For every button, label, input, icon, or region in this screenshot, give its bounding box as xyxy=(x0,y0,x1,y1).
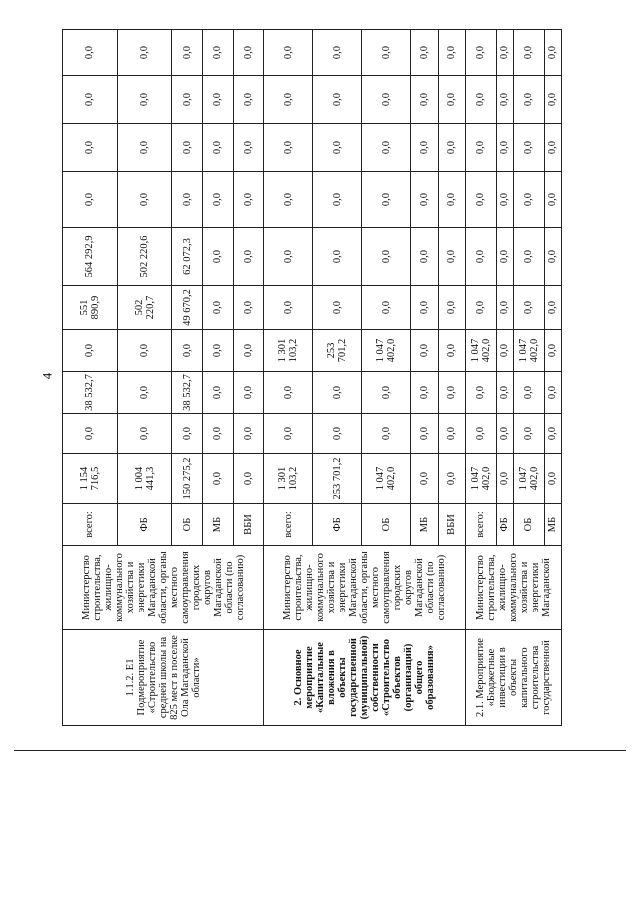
amount-cell: 0,0 xyxy=(465,124,496,172)
amount-cell: 253 701,2 xyxy=(313,330,362,372)
amount-cell: 0,0 xyxy=(203,30,234,76)
funding-source-cell: ОБ xyxy=(513,504,544,546)
amount-cell: 0,0 xyxy=(313,30,362,76)
table-row xyxy=(465,30,496,726)
amount-cell: 0,0 xyxy=(411,76,438,124)
amount-cell: 0,0 xyxy=(172,76,203,124)
amount-cell: 0,0 xyxy=(544,228,561,286)
amount-cell: 0,0 xyxy=(264,414,313,454)
amount-cell: 0,0 xyxy=(203,124,234,172)
amount-cell: 0,0 xyxy=(496,454,513,504)
amount-cell: 0,0 xyxy=(63,414,118,454)
amount-cell: 150 275,2 xyxy=(172,454,203,504)
amount-cell: 1 047 402,0 xyxy=(465,330,496,372)
amount-cell: 1 004 441,3 xyxy=(117,454,172,504)
amount-cell: 0,0 xyxy=(362,30,411,76)
funding-source-cell: всего: xyxy=(465,504,496,546)
amount-cell: 1 301 103,2 xyxy=(264,454,313,504)
amount-cell: 0,0 xyxy=(313,286,362,330)
amount-cell: 0,0 xyxy=(362,228,411,286)
amount-cell: 0,0 xyxy=(438,330,465,372)
amount-cell: 0,0 xyxy=(264,30,313,76)
amount-cell: 0,0 xyxy=(313,372,362,414)
amount-cell: 0,0 xyxy=(496,30,513,76)
amount-cell: 0,0 xyxy=(411,228,438,286)
amount-cell: 0,0 xyxy=(411,414,438,454)
amount-cell: 0,0 xyxy=(313,76,362,124)
amount-cell: 0,0 xyxy=(411,372,438,414)
amount-cell: 0,0 xyxy=(544,286,561,330)
funding-source-cell: всего: xyxy=(264,504,313,546)
funding-source-cell: ВБИ xyxy=(438,504,465,546)
amount-cell: 0,0 xyxy=(203,414,234,454)
amount-cell: 0,0 xyxy=(63,30,118,76)
amount-cell: 0,0 xyxy=(411,286,438,330)
amount-cell: 0,0 xyxy=(513,30,544,76)
amount-cell: 1 047 402,0 xyxy=(513,454,544,504)
amount-cell: 0,0 xyxy=(172,30,203,76)
amount-cell: 0,0 xyxy=(63,172,118,228)
funding-source-cell: ФБ xyxy=(313,504,362,546)
amount-cell: 0,0 xyxy=(544,76,561,124)
amount-cell: 0,0 xyxy=(203,454,234,504)
amount-cell: 0,0 xyxy=(544,172,561,228)
amount-cell: 0,0 xyxy=(362,76,411,124)
amount-cell: 0,0 xyxy=(264,372,313,414)
executor-cell: Министерство строительства, жилищно-коммунального хозяйства и энергетики Магаданской области, органы местного самоуправления городских округов Магаданской области (по согласованию) xyxy=(264,546,465,630)
amount-cell: 0,0 xyxy=(117,372,172,414)
amount-cell: 0,0 xyxy=(496,76,513,124)
amount-cell: 0,0 xyxy=(411,172,438,228)
amount-cell: 0,0 xyxy=(438,454,465,504)
amount-cell: 0,0 xyxy=(513,372,544,414)
funding-source-cell: МБ xyxy=(203,504,234,546)
amount-cell: 0,0 xyxy=(411,454,438,504)
amount-cell: 1 047 402,0 xyxy=(362,330,411,372)
amount-cell: 0,0 xyxy=(203,228,234,286)
amount-cell: 0,0 xyxy=(496,228,513,286)
amount-cell: 0,0 xyxy=(233,228,264,286)
amount-cell: 0,0 xyxy=(233,330,264,372)
amount-cell: 0,0 xyxy=(233,124,264,172)
amount-cell: 1 047 402,0 xyxy=(465,454,496,504)
amount-cell: 0,0 xyxy=(544,414,561,454)
amount-cell: 0,0 xyxy=(438,124,465,172)
amount-cell: 0,0 xyxy=(438,286,465,330)
amount-cell: 0,0 xyxy=(438,414,465,454)
amount-cell: 0,0 xyxy=(544,330,561,372)
funding-source-cell: МБ xyxy=(411,504,438,546)
amount-cell: 0,0 xyxy=(117,76,172,124)
amount-cell: 0,0 xyxy=(203,76,234,124)
amount-cell: 0,0 xyxy=(513,414,544,454)
amount-cell: 0,0 xyxy=(438,30,465,76)
amount-cell: 0,0 xyxy=(313,124,362,172)
amount-cell: 0,0 xyxy=(233,414,264,454)
amount-cell: 0,0 xyxy=(465,372,496,414)
amount-cell: 0,0 xyxy=(411,30,438,76)
amount-cell: 0,0 xyxy=(496,172,513,228)
amount-cell: 0,0 xyxy=(203,172,234,228)
amount-cell: 0,0 xyxy=(63,330,118,372)
amount-cell: 1 047 402,0 xyxy=(362,454,411,504)
amount-cell: 0,0 xyxy=(233,286,264,330)
amount-cell: 0,0 xyxy=(117,330,172,372)
amount-cell: 62 072,3 xyxy=(172,228,203,286)
funding-source-cell: всего: xyxy=(63,504,118,546)
amount-cell: 0,0 xyxy=(513,172,544,228)
measure-name-cell: 1.1.2. Е1 Подмероприятие «Строительство средней школы на 825 мест в поселке Ола Магаданской области» xyxy=(63,630,264,726)
page-number: 4 xyxy=(39,372,55,380)
amount-cell: 0,0 xyxy=(313,228,362,286)
amount-cell: 253 701,2 xyxy=(313,454,362,504)
amount-cell: 0,0 xyxy=(496,124,513,172)
amount-cell: 49 670,2 xyxy=(172,286,203,330)
amount-cell: 0,0 xyxy=(362,414,411,454)
amount-cell: 0,0 xyxy=(264,228,313,286)
amount-cell: 0,0 xyxy=(264,76,313,124)
amount-cell: 0,0 xyxy=(513,228,544,286)
amount-cell: 0,0 xyxy=(465,286,496,330)
amount-cell: 0,0 xyxy=(172,172,203,228)
amount-cell: 564 292,9 xyxy=(63,228,118,286)
amount-cell: 0,0 xyxy=(465,30,496,76)
amount-cell: 0,0 xyxy=(465,172,496,228)
amount-cell: 0,0 xyxy=(233,454,264,504)
table-row xyxy=(264,30,313,726)
amount-cell: 0,0 xyxy=(172,124,203,172)
measure-name-cell: 2.1. Мероприятие «Бюджетные инвестиции в объекты капитального строительства государственной xyxy=(465,630,561,726)
funding-source-cell: ФБ xyxy=(496,504,513,546)
funding-source-cell: ФБ xyxy=(117,504,172,546)
table-row xyxy=(63,30,118,726)
rotated-table-frame xyxy=(62,30,562,726)
amount-cell: 0,0 xyxy=(465,228,496,286)
amount-cell: 0,0 xyxy=(544,372,561,414)
amount-cell: 0,0 xyxy=(496,372,513,414)
amount-cell: 0,0 xyxy=(264,124,313,172)
amount-cell: 0,0 xyxy=(264,286,313,330)
executor-cell: Министерство строительства, жилищно-коммунального хозяйства и энергетики Магаданской xyxy=(465,546,561,630)
amount-cell: 0,0 xyxy=(438,76,465,124)
amount-cell: 0,0 xyxy=(63,76,118,124)
amount-cell: 0,0 xyxy=(513,76,544,124)
funding-source-cell: ВБИ xyxy=(233,504,264,546)
amount-cell: 0,0 xyxy=(117,172,172,228)
amount-cell: 0,0 xyxy=(513,124,544,172)
amount-cell: 0,0 xyxy=(117,124,172,172)
amount-cell: 0,0 xyxy=(496,286,513,330)
amount-cell: 0,0 xyxy=(544,454,561,504)
executor-cell: Министерство строительства, жилищно-коммунального хозяйства и энергетики Магаданской области, органы местного самоуправления городских округов Магаданской области (по согласованию) xyxy=(63,546,264,630)
amount-cell: 0,0 xyxy=(313,414,362,454)
amount-cell: 551 890,9 xyxy=(63,286,118,330)
amount-cell: 38 532,7 xyxy=(63,372,118,414)
budget-table xyxy=(62,29,562,726)
amount-cell: 0,0 xyxy=(438,228,465,286)
amount-cell: 0,0 xyxy=(172,414,203,454)
amount-cell: 0,0 xyxy=(117,414,172,454)
amount-cell: 0,0 xyxy=(172,330,203,372)
amount-cell: 1 301 103,2 xyxy=(264,330,313,372)
amount-cell: 0,0 xyxy=(544,30,561,76)
amount-cell: 502 220,7 xyxy=(117,286,172,330)
amount-cell: 0,0 xyxy=(233,30,264,76)
amount-cell: 0,0 xyxy=(313,172,362,228)
amount-cell: 0,0 xyxy=(264,172,313,228)
amount-cell: 0,0 xyxy=(203,330,234,372)
amount-cell: 0,0 xyxy=(465,76,496,124)
amount-cell: 0,0 xyxy=(362,172,411,228)
amount-cell: 38 532,7 xyxy=(172,372,203,414)
amount-cell: 0,0 xyxy=(411,124,438,172)
amount-cell: 0,0 xyxy=(362,372,411,414)
amount-cell: 0,0 xyxy=(438,172,465,228)
amount-cell: 0,0 xyxy=(496,330,513,372)
amount-cell: 0,0 xyxy=(117,30,172,76)
amount-cell: 1 047 402,0 xyxy=(513,330,544,372)
amount-cell: 0,0 xyxy=(63,124,118,172)
amount-cell: 0,0 xyxy=(496,414,513,454)
amount-cell: 0,0 xyxy=(513,286,544,330)
amount-cell: 0,0 xyxy=(233,372,264,414)
amount-cell: 0,0 xyxy=(203,372,234,414)
amount-cell: 1 154 716,5 xyxy=(63,454,118,504)
amount-cell: 0,0 xyxy=(233,76,264,124)
horizontal-rule xyxy=(14,750,626,751)
measure-name-cell: 2. Основное мероприятие «Капитальные вложения в объекты государственной (муниципальной) собственности «Строительство объектов (организаций) общего образования» xyxy=(264,630,465,726)
amount-cell: 0,0 xyxy=(362,286,411,330)
amount-cell: 0,0 xyxy=(362,124,411,172)
amount-cell: 0,0 xyxy=(411,330,438,372)
amount-cell: 502 220,6 xyxy=(117,228,172,286)
amount-cell: 0,0 xyxy=(438,372,465,414)
amount-cell: 0,0 xyxy=(233,172,264,228)
funding-source-cell: МБ xyxy=(544,504,561,546)
amount-cell: 0,0 xyxy=(544,124,561,172)
amount-cell: 0,0 xyxy=(203,286,234,330)
funding-source-cell: ОБ xyxy=(362,504,411,546)
amount-cell: 0,0 xyxy=(465,414,496,454)
funding-source-cell: ОБ xyxy=(172,504,203,546)
